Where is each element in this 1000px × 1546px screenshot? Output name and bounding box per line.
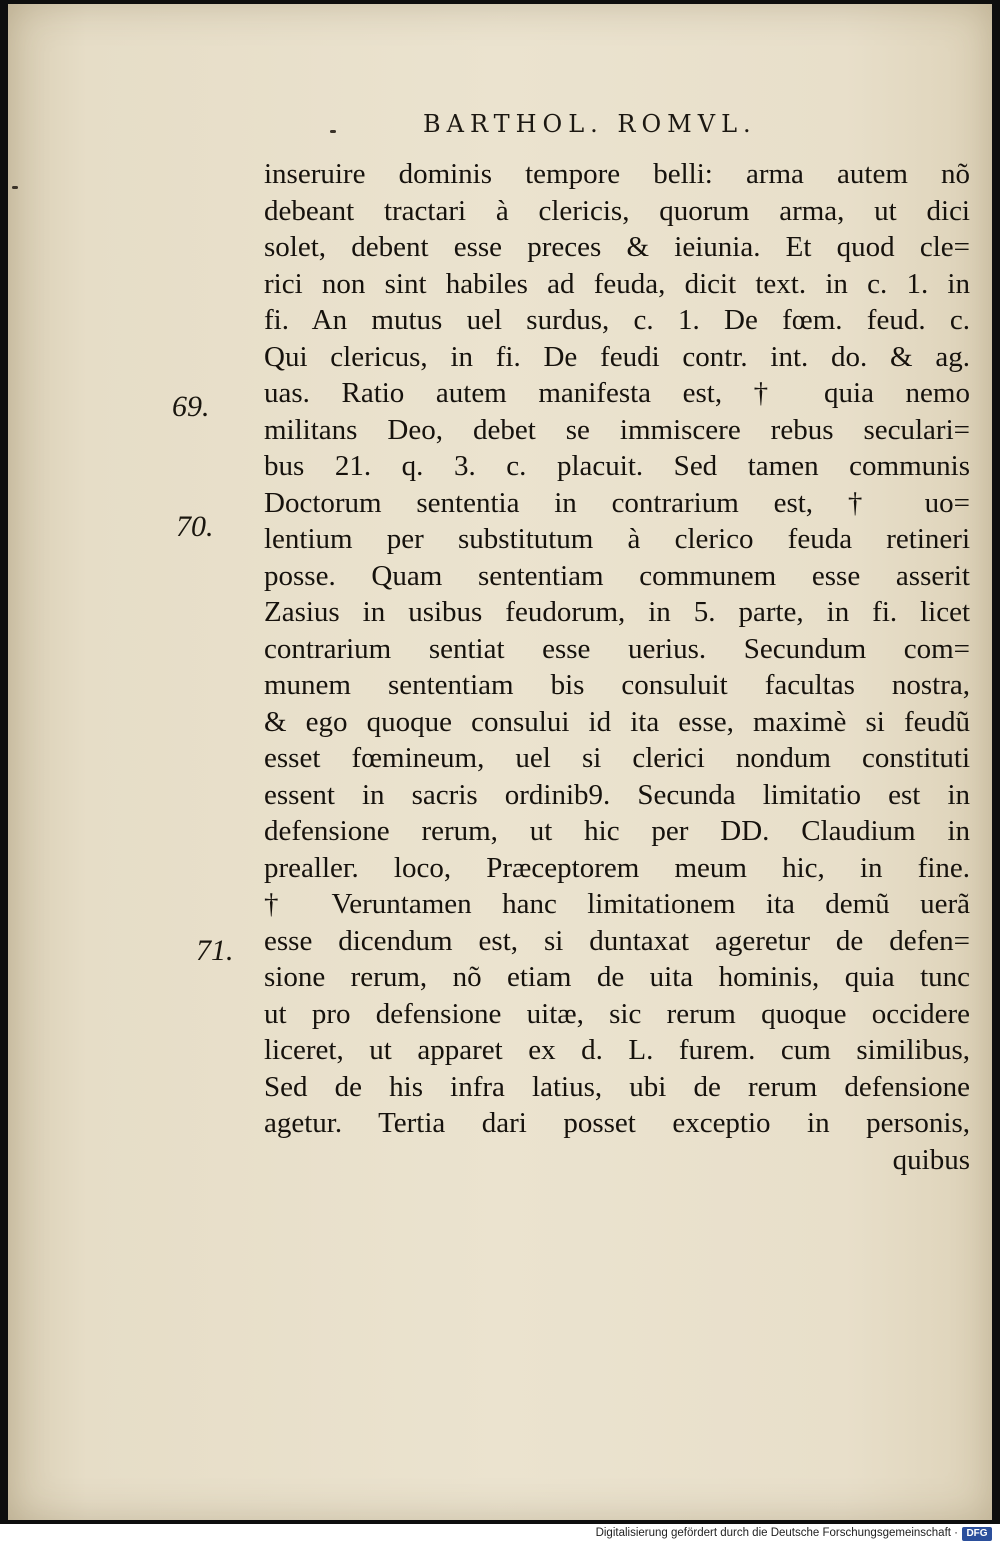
text-line: Zasius in usibus feudorum, in 5. parte, in fi. licet: [264, 596, 970, 628]
text-line: ut pro defensione uitæ, sic rerum quoque occidere: [264, 997, 970, 1030]
footer-bar: [0, 1524, 1000, 1546]
text-line: Doctorum sententia in contrarium est, † uo=: [264, 486, 970, 519]
text-line: bus 21. q. 3. c. placuit. Sed tamen communis: [264, 450, 970, 482]
book-page: [8, 4, 992, 1520]
margin-note-69: 69.: [172, 390, 210, 423]
text-line: esset fœmineum, uel si clerici nondum constituti: [264, 742, 970, 774]
text-line: defensione rerum, ut hic per DD. Claudium in: [264, 815, 970, 847]
text-line: † Veruntamen hanc limitationem ita demũ uerã: [264, 888, 970, 920]
text-line: rici non sint habiles ad feuda, dicit text. in c. 1. in: [264, 267, 970, 300]
text-line: Qui clericus, in fi. De feudi contr. int. do. & ag.: [264, 340, 970, 373]
text-line: agetur. Tertia dari posset exceptio in personis,: [264, 1107, 970, 1139]
running-header: BARTHOL. ROMVL.: [423, 110, 757, 138]
body-text: [264, 156, 970, 1178]
text-line: & ego quoque consului id ita esse, maximè si feudũ: [264, 705, 970, 738]
funding-credit: Digitalisierung gefördert durch die Deutsche Forschungsgemeinschaft ·: [595, 1527, 958, 1539]
text-line: munem sententiam bis consuluit facultas nostra,: [264, 669, 970, 701]
text-line: Sed de his infra latius, ubi de rerum defensione: [264, 1070, 970, 1103]
text-line: essent in sacris ordinib9. Secunda limitatio est in: [264, 778, 970, 811]
text-line: sione rerum, nõ etiam de uita hominis, quia tunc: [264, 961, 970, 993]
text-line: uas. Ratio autem manifesta est, † quia nemo: [264, 377, 970, 409]
text-line: inseruire dominis tempore belli: arma autem nõ: [264, 158, 970, 190]
text-line: lentium per substitutum à clerico feuda retineri: [264, 523, 970, 555]
paper-speck: [330, 130, 336, 133]
text-line: militans Deo, debet se immiscere rebus seculari=: [264, 413, 970, 446]
text-line: fi. An mutus uel surdus, c. 1. De fœm. feud. c.: [264, 304, 970, 336]
catchword: quibus: [892, 1143, 970, 1176]
dfg-logo: DFG: [962, 1527, 992, 1541]
margin-note-71: 71.: [196, 934, 234, 967]
text-line: preallег. loco, Præceptorem meum hic, in fine.: [264, 851, 970, 884]
text-line: debeant tractari à clericis, quorum arma, ut dici: [264, 194, 970, 227]
text-line: contrarium sentiat esse uerius. Secundum com=: [264, 632, 970, 665]
margin-note-70: 70.: [176, 510, 214, 543]
paper-speck: [12, 186, 18, 189]
text-line: esse dicendum est, si duntaxat ageretur de defen=: [264, 924, 970, 957]
text-line: liceret, ut apparet ex d. L. furem. cum similibus,: [264, 1034, 970, 1066]
text-line: solet, debent esse preces & ieiunia. Et quod cle=: [264, 231, 970, 263]
text-line: posse. Quam sententiam communem esse asserit: [264, 559, 970, 592]
